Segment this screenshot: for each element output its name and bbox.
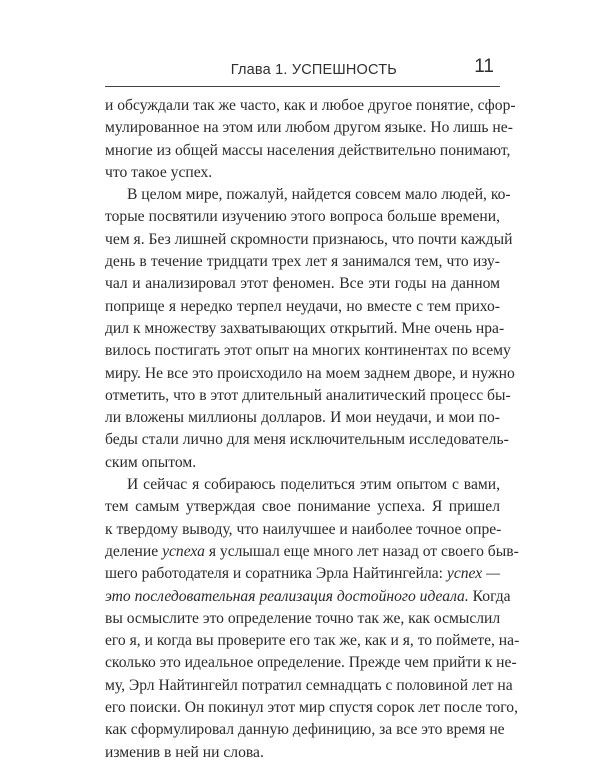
text-segment: В целом мире, пожалуй, найдется совсем мало людей, ко-: [127, 186, 511, 204]
text-line: [105, 95, 516, 117]
text-segment: деление: [105, 542, 163, 560]
text-line: [105, 251, 500, 273]
paragraph: [105, 95, 516, 184]
running-header: [105, 52, 500, 87]
text-line: [105, 742, 500, 764]
paragraph: [105, 184, 515, 474]
text-line: [105, 140, 511, 162]
text-line: [105, 340, 511, 362]
text-segment: мулированное на этом или любом другом языке. Но лишь не-: [105, 119, 513, 137]
text-segment: Когда: [468, 587, 511, 605]
text-line: [105, 563, 500, 585]
page-number: 11: [474, 56, 494, 77]
text-line: [105, 162, 500, 184]
text-line: [105, 719, 505, 741]
text-segment: день в течение тридцати трех лет я занимался тем, что изу-: [105, 253, 500, 271]
text-line: [105, 675, 513, 697]
text-segment: чем я. Без лишней скромности признаюсь, что почти каждый: [105, 230, 513, 248]
italic-text: успеха: [162, 542, 205, 560]
text-segment: ским опытом.: [105, 453, 197, 471]
text-segment: миру. Не все это происходило на моем заднем дворе, и нужно: [105, 364, 515, 382]
text-line: [105, 652, 517, 674]
text-segment: чал и анализировал этот феномен. Все эти годы на данном: [105, 275, 500, 293]
text-segment: му, Эрл Найтингейл потратил семнадцать с половиной лет на: [105, 676, 513, 694]
text-line: [105, 541, 519, 563]
text-segment: вы осмыслите это определение точно так же, как осмыслил: [105, 609, 501, 627]
text-segment: что такое успех.: [105, 163, 213, 181]
text-line: [105, 474, 500, 496]
text-segment: сколько это идеальное определение. Прежде чем прийти к не-: [105, 654, 517, 672]
text-segment: торые посвятили изучению этого вопроса больше времени,: [105, 208, 500, 226]
text-segment: и обсуждали так же часто, как и любое другое понятие, сфор-: [105, 97, 516, 114]
text-segment: ли вложены миллионы долларов. И мои неудачи, и мои по-: [105, 409, 500, 427]
text-line: [105, 608, 500, 630]
text-segment: поприще я нередко терпел неудачи, но вместе с тем прихо-: [105, 297, 500, 315]
text-line: [105, 385, 511, 407]
text-line: [105, 519, 500, 541]
text-line: [105, 697, 518, 719]
text-segment: я услышал еще много лет назад от своего быв-: [204, 542, 519, 560]
body-text: [105, 95, 520, 764]
text-segment: как сформулировал данную дефиницию, за все это время не: [105, 721, 505, 739]
text-line: [105, 184, 511, 206]
text-segment: дил к множеству захватывающих открытий. Мне очень нра-: [105, 319, 505, 337]
text-line: [105, 273, 500, 295]
text-line: [105, 496, 500, 518]
text-segment: вилось постигать этот опыт на многих континентах по всему: [105, 342, 511, 360]
italic-text: это последовательная реализация достойного идеала.: [105, 587, 469, 605]
text-line: [105, 296, 500, 318]
text-line: [105, 318, 505, 340]
text-line: [105, 429, 509, 451]
text-segment: отметить, что в этот длительный аналитический процесс бы-: [105, 386, 511, 404]
text-segment: его я, и когда вы проверите его так же, как и я, то поймете, на-: [105, 632, 520, 650]
text-line: [105, 117, 513, 139]
text-segment: тем самым утверждая свое понимание успеха. Я пришел: [105, 498, 500, 516]
italic-text: успех —: [446, 565, 500, 583]
text-line: [105, 586, 511, 608]
paragraph: [105, 474, 520, 764]
text-segment: беды стали лично для меня исключительным исследователь-: [105, 431, 509, 449]
text-segment: многие из общей массы населения действительно понимают,: [105, 141, 511, 159]
text-line: [105, 229, 513, 251]
text-line: [105, 630, 520, 652]
text-segment: И сейчас я собираюсь поделиться этим опытом с вами,: [127, 476, 500, 494]
text-segment: шего работодателя и соратника Эрла Найтингейла:: [105, 565, 447, 583]
chapter-title: Глава 1. УСПЕШНОСТЬ: [230, 62, 397, 78]
text-line: [105, 452, 500, 474]
text-line: [105, 363, 515, 385]
text-segment: изменив в ней ни слова.: [105, 743, 264, 761]
text-line: [105, 206, 500, 228]
text-line: [105, 407, 500, 429]
text-segment: к твердому выводу, что наилучшее и наиболее точное опре-: [105, 520, 502, 538]
text-segment: его поиски. Он покинул этот мир спустя сорок лет после того,: [105, 699, 518, 717]
